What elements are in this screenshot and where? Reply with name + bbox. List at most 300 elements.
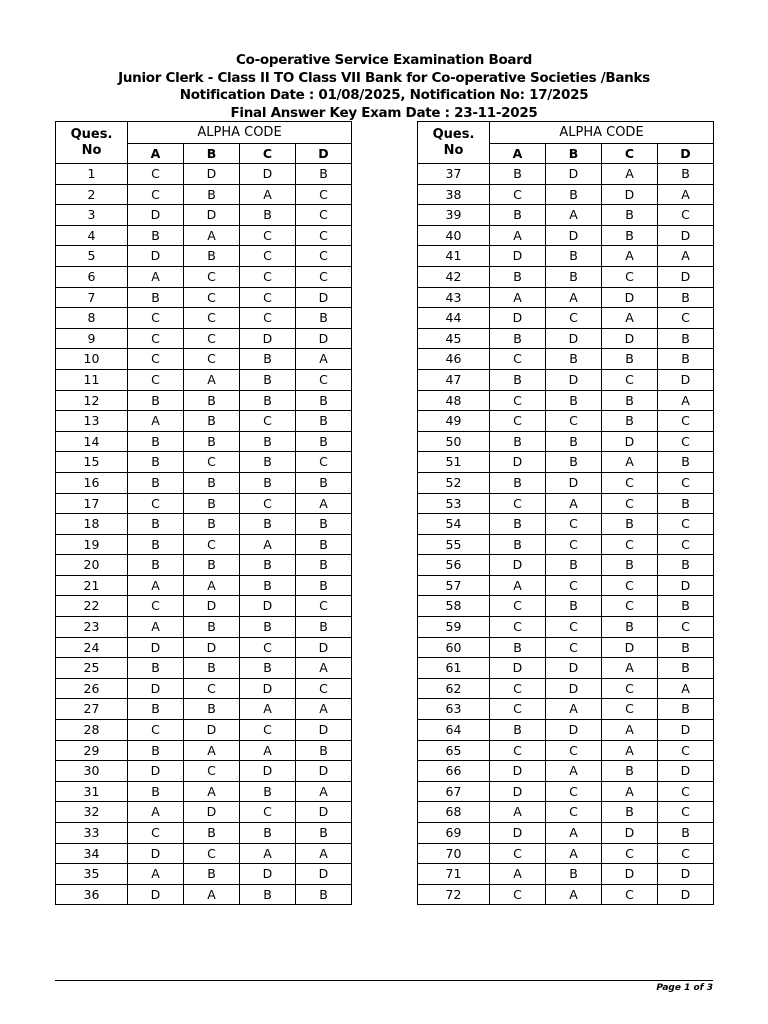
answer-cell: C <box>490 699 546 720</box>
answer-cell: A <box>128 266 184 287</box>
table-row <box>56 843 352 864</box>
answer-cell: D <box>296 864 352 885</box>
answer-cell: B <box>602 205 658 226</box>
answer-cell: C <box>184 287 240 308</box>
question-number: 31 <box>56 781 128 802</box>
answer-cell: D <box>296 802 352 823</box>
table-row <box>418 431 714 452</box>
table-row <box>418 658 714 679</box>
answer-cell: A <box>128 802 184 823</box>
table-row <box>56 472 352 493</box>
answer-cell: D <box>240 164 296 185</box>
answer-cell: D <box>128 843 184 864</box>
question-number: 72 <box>418 884 490 905</box>
table-row <box>418 678 714 699</box>
question-number: 66 <box>418 761 490 782</box>
answer-cell: A <box>240 184 296 205</box>
table-row <box>56 328 352 349</box>
answer-cell: C <box>658 308 714 329</box>
answer-cell: C <box>128 596 184 617</box>
answer-cell: D <box>658 761 714 782</box>
table-row <box>56 246 352 267</box>
answer-cell: D <box>546 225 602 246</box>
answer-cell: A <box>602 658 658 679</box>
answer-cell: D <box>658 864 714 885</box>
question-number: 23 <box>56 617 128 638</box>
table-row <box>418 369 714 390</box>
answer-cell: D <box>546 658 602 679</box>
answer-cell: A <box>128 864 184 885</box>
answer-cell: B <box>490 205 546 226</box>
answer-cell: B <box>658 287 714 308</box>
question-number: 49 <box>418 411 490 432</box>
answer-cell: D <box>658 266 714 287</box>
answer-cell: D <box>546 472 602 493</box>
answer-cell: C <box>602 596 658 617</box>
answer-cell: C <box>296 678 352 699</box>
answer-cell: D <box>490 761 546 782</box>
answer-cell: B <box>128 740 184 761</box>
answer-cell: A <box>546 287 602 308</box>
answer-cell: B <box>658 699 714 720</box>
answer-cell: B <box>296 514 352 535</box>
answer-cell: C <box>602 678 658 699</box>
question-number: 32 <box>56 802 128 823</box>
answer-cell: B <box>128 452 184 473</box>
question-number: 36 <box>56 884 128 905</box>
answer-cell: B <box>128 514 184 535</box>
question-number: 28 <box>56 720 128 741</box>
table-row <box>56 884 352 905</box>
answer-cell: C <box>296 246 352 267</box>
question-number: 9 <box>56 328 128 349</box>
answer-cell: B <box>184 658 240 679</box>
answer-cell: A <box>658 678 714 699</box>
answer-cell: D <box>602 184 658 205</box>
answer-cell: B <box>240 617 296 638</box>
table-row <box>418 740 714 761</box>
table-row <box>418 225 714 246</box>
answer-cell: C <box>490 411 546 432</box>
table-row <box>56 761 352 782</box>
answer-cell: A <box>184 740 240 761</box>
answer-cell: D <box>602 328 658 349</box>
answer-cell: A <box>658 390 714 411</box>
answer-cell: C <box>602 884 658 905</box>
answer-cell: B <box>546 596 602 617</box>
answer-cell: B <box>184 699 240 720</box>
answer-cell: A <box>128 617 184 638</box>
answer-cell: B <box>490 369 546 390</box>
table-row <box>418 761 714 782</box>
question-number: 26 <box>56 678 128 699</box>
table-row <box>418 349 714 370</box>
answer-cell: B <box>658 637 714 658</box>
answer-cell: C <box>296 184 352 205</box>
answer-cell: B <box>296 308 352 329</box>
answer-cell: D <box>546 164 602 185</box>
answer-rows-left <box>56 164 352 905</box>
table-row <box>418 184 714 205</box>
table-row <box>418 205 714 226</box>
answer-cell: A <box>602 164 658 185</box>
answer-cell: B <box>296 740 352 761</box>
answer-cell: C <box>546 740 602 761</box>
table-row <box>56 308 352 329</box>
answer-cell: C <box>658 514 714 535</box>
table-row <box>56 699 352 720</box>
answer-cell: A <box>240 740 296 761</box>
question-number: 1 <box>56 164 128 185</box>
question-number: 69 <box>418 823 490 844</box>
question-number: 13 <box>56 411 128 432</box>
answer-cell: C <box>658 802 714 823</box>
table-row <box>56 349 352 370</box>
question-number: 38 <box>418 184 490 205</box>
answer-cell: D <box>128 884 184 905</box>
table-row <box>418 843 714 864</box>
answer-cell: A <box>602 452 658 473</box>
answer-cell: D <box>184 164 240 185</box>
question-number: 39 <box>418 205 490 226</box>
table-row <box>56 596 352 617</box>
answer-cell: C <box>128 164 184 185</box>
answer-cell: C <box>240 493 296 514</box>
answer-cell: D <box>546 678 602 699</box>
answer-cell: B <box>546 266 602 287</box>
question-number: 37 <box>418 164 490 185</box>
question-number: 2 <box>56 184 128 205</box>
alpha-code-header: ALPHA CODE <box>490 122 714 144</box>
answer-cell: C <box>128 720 184 741</box>
answer-cell: D <box>602 637 658 658</box>
answer-cell: C <box>240 225 296 246</box>
answer-cell: A <box>602 781 658 802</box>
question-number: 42 <box>418 266 490 287</box>
answer-cell: A <box>490 864 546 885</box>
answer-cell: C <box>240 411 296 432</box>
table-row <box>418 864 714 885</box>
answer-cell: D <box>128 678 184 699</box>
answer-cell: C <box>602 472 658 493</box>
answer-cell: D <box>658 720 714 741</box>
question-number: 20 <box>56 555 128 576</box>
table-row <box>418 884 714 905</box>
answer-cell: B <box>658 328 714 349</box>
question-number: 16 <box>56 472 128 493</box>
answer-cell: B <box>490 472 546 493</box>
code-b-header: B <box>184 144 240 164</box>
answer-cell: D <box>296 637 352 658</box>
code-c-header: C <box>602 144 658 164</box>
table-row <box>418 390 714 411</box>
question-number: 3 <box>56 205 128 226</box>
answer-cell: D <box>602 823 658 844</box>
answer-cell: B <box>602 617 658 638</box>
answer-cell: C <box>184 843 240 864</box>
question-header-label: Ques. No <box>70 126 113 158</box>
answer-cell: C <box>128 823 184 844</box>
table-row <box>56 266 352 287</box>
answer-cell: C <box>658 205 714 226</box>
answer-cell: B <box>602 349 658 370</box>
answer-cell: C <box>490 843 546 864</box>
answer-cell: B <box>658 658 714 679</box>
answer-cell: B <box>602 761 658 782</box>
answer-cell: B <box>296 411 352 432</box>
answer-cell: B <box>184 184 240 205</box>
answer-cell: B <box>240 555 296 576</box>
answer-cell: A <box>546 884 602 905</box>
answer-cell: B <box>184 555 240 576</box>
answer-cell: C <box>546 534 602 555</box>
answer-cell: D <box>490 658 546 679</box>
answer-cell: D <box>128 637 184 658</box>
answer-cell: C <box>240 308 296 329</box>
answer-cell: C <box>128 328 184 349</box>
answer-cell: B <box>296 164 352 185</box>
answer-cell: B <box>128 781 184 802</box>
answer-cell: C <box>240 802 296 823</box>
question-number: 60 <box>418 637 490 658</box>
answer-cell: B <box>240 514 296 535</box>
answer-cell: B <box>296 617 352 638</box>
table-row <box>418 575 714 596</box>
question-number: 5 <box>56 246 128 267</box>
answer-cell: B <box>658 493 714 514</box>
table-row <box>418 164 714 185</box>
question-number: 44 <box>418 308 490 329</box>
table-row <box>418 472 714 493</box>
answer-cell: B <box>658 349 714 370</box>
answer-cell: B <box>658 164 714 185</box>
answer-cell: B <box>296 390 352 411</box>
question-number: 43 <box>418 287 490 308</box>
answer-cell: B <box>184 390 240 411</box>
answer-cell: C <box>658 534 714 555</box>
question-number: 22 <box>56 596 128 617</box>
table-row <box>418 411 714 432</box>
answer-cell: D <box>658 225 714 246</box>
answer-cell: B <box>490 328 546 349</box>
answer-cell: A <box>184 781 240 802</box>
answer-cell: C <box>490 740 546 761</box>
answer-cell: C <box>490 493 546 514</box>
footer-divider <box>55 980 713 981</box>
code-b-header: B <box>546 144 602 164</box>
answer-cell: B <box>128 225 184 246</box>
answer-cell: D <box>240 328 296 349</box>
table-row <box>56 225 352 246</box>
answer-cell: C <box>602 843 658 864</box>
table-row <box>56 617 352 638</box>
answer-cell: C <box>602 534 658 555</box>
table-row <box>56 287 352 308</box>
answer-cell: A <box>296 843 352 864</box>
table-row <box>56 164 352 185</box>
question-number: 50 <box>418 431 490 452</box>
answer-cell: D <box>490 308 546 329</box>
answer-cell: D <box>184 802 240 823</box>
answer-cell: C <box>546 637 602 658</box>
answer-cell: C <box>546 802 602 823</box>
answer-cell: A <box>602 740 658 761</box>
answer-cell: B <box>184 493 240 514</box>
answer-cell: B <box>184 246 240 267</box>
question-number: 15 <box>56 452 128 473</box>
answer-cell: D <box>184 596 240 617</box>
answer-cell: D <box>490 555 546 576</box>
table-row <box>418 287 714 308</box>
answer-cell: B <box>490 266 546 287</box>
answer-cell: B <box>490 637 546 658</box>
table-row <box>56 678 352 699</box>
answer-cell: B <box>546 184 602 205</box>
answer-cell: A <box>184 884 240 905</box>
answer-cell: B <box>184 431 240 452</box>
answer-cell: B <box>128 472 184 493</box>
answer-cell: B <box>296 534 352 555</box>
answer-cell: C <box>184 349 240 370</box>
table-row <box>56 740 352 761</box>
answer-cell: D <box>128 761 184 782</box>
answer-cell: C <box>658 781 714 802</box>
table-row <box>56 452 352 473</box>
answer-cell: C <box>658 411 714 432</box>
question-number: 46 <box>418 349 490 370</box>
answer-cell: C <box>602 266 658 287</box>
table-row <box>418 452 714 473</box>
answer-cell: A <box>658 184 714 205</box>
table-row <box>56 390 352 411</box>
answer-cell: C <box>658 740 714 761</box>
answer-cell: D <box>240 864 296 885</box>
answer-cell: B <box>546 431 602 452</box>
answer-cell: B <box>184 411 240 432</box>
answer-cell: B <box>184 617 240 638</box>
answer-cell: A <box>128 575 184 596</box>
answer-cell: B <box>240 349 296 370</box>
answer-cell: D <box>602 287 658 308</box>
answer-cell: C <box>184 761 240 782</box>
answer-cell: A <box>490 575 546 596</box>
answer-cell: B <box>490 720 546 741</box>
answer-cell: A <box>240 699 296 720</box>
answer-cell: C <box>296 452 352 473</box>
answer-cell: C <box>296 369 352 390</box>
answer-rows-right <box>418 164 714 905</box>
answer-cell: B <box>658 596 714 617</box>
answer-cell: B <box>296 472 352 493</box>
answer-cell: D <box>546 720 602 741</box>
answer-cell: A <box>184 225 240 246</box>
answer-cell: B <box>184 514 240 535</box>
answer-cell: D <box>490 246 546 267</box>
answer-cell: D <box>296 287 352 308</box>
answer-cell: A <box>546 843 602 864</box>
answer-cell: C <box>128 493 184 514</box>
question-number: 19 <box>56 534 128 555</box>
answer-cell: C <box>184 452 240 473</box>
answer-cell: D <box>490 452 546 473</box>
question-number: 21 <box>56 575 128 596</box>
answer-cell: B <box>240 575 296 596</box>
answer-cell: D <box>658 369 714 390</box>
answer-cell: B <box>546 390 602 411</box>
question-number: 61 <box>418 658 490 679</box>
answer-cell: D <box>184 205 240 226</box>
table-row <box>56 205 352 226</box>
answer-cell: D <box>240 678 296 699</box>
answer-cell: C <box>240 246 296 267</box>
answer-cell: B <box>296 555 352 576</box>
answer-cell: A <box>184 575 240 596</box>
answer-cell: B <box>546 349 602 370</box>
question-number: 56 <box>418 555 490 576</box>
answer-cell: A <box>602 246 658 267</box>
question-number: 68 <box>418 802 490 823</box>
answer-cell: D <box>184 720 240 741</box>
answer-cell: C <box>658 843 714 864</box>
table-row <box>418 493 714 514</box>
question-number: 24 <box>56 637 128 658</box>
answer-cell: D <box>602 864 658 885</box>
answer-cell: B <box>602 514 658 535</box>
answer-cell: C <box>128 369 184 390</box>
board-title: Co-operative Service Examination Board <box>236 52 532 68</box>
table-row <box>418 266 714 287</box>
table-row <box>418 596 714 617</box>
question-number: 30 <box>56 761 128 782</box>
answer-cell: A <box>128 411 184 432</box>
answer-cell: A <box>490 287 546 308</box>
answer-cell: D <box>128 246 184 267</box>
table-row <box>418 555 714 576</box>
question-number-header <box>56 122 128 164</box>
code-a-header: A <box>490 144 546 164</box>
answer-cell: C <box>490 390 546 411</box>
answer-cell: A <box>546 699 602 720</box>
answer-cell: C <box>490 349 546 370</box>
page-number: Page 1 of 3 <box>656 983 713 993</box>
answer-cell: B <box>128 287 184 308</box>
answer-cell: B <box>128 390 184 411</box>
answer-cell: D <box>128 205 184 226</box>
table-row <box>418 617 714 638</box>
answer-cell: C <box>658 617 714 638</box>
answer-cell: D <box>240 761 296 782</box>
answer-cell: C <box>296 205 352 226</box>
answer-cell: D <box>184 637 240 658</box>
question-number: 63 <box>418 699 490 720</box>
answer-cell: C <box>490 184 546 205</box>
answer-cell: B <box>240 823 296 844</box>
answer-cell: B <box>240 452 296 473</box>
question-number: 55 <box>418 534 490 555</box>
answer-cell: A <box>184 369 240 390</box>
table-row <box>56 781 352 802</box>
answer-cell: C <box>296 596 352 617</box>
answer-cell: C <box>184 266 240 287</box>
question-number: 4 <box>56 225 128 246</box>
answer-cell: B <box>128 658 184 679</box>
answer-cell: B <box>658 452 714 473</box>
question-number: 45 <box>418 328 490 349</box>
question-number: 7 <box>56 287 128 308</box>
question-number: 67 <box>418 781 490 802</box>
table-row <box>56 493 352 514</box>
answer-cell: A <box>490 225 546 246</box>
